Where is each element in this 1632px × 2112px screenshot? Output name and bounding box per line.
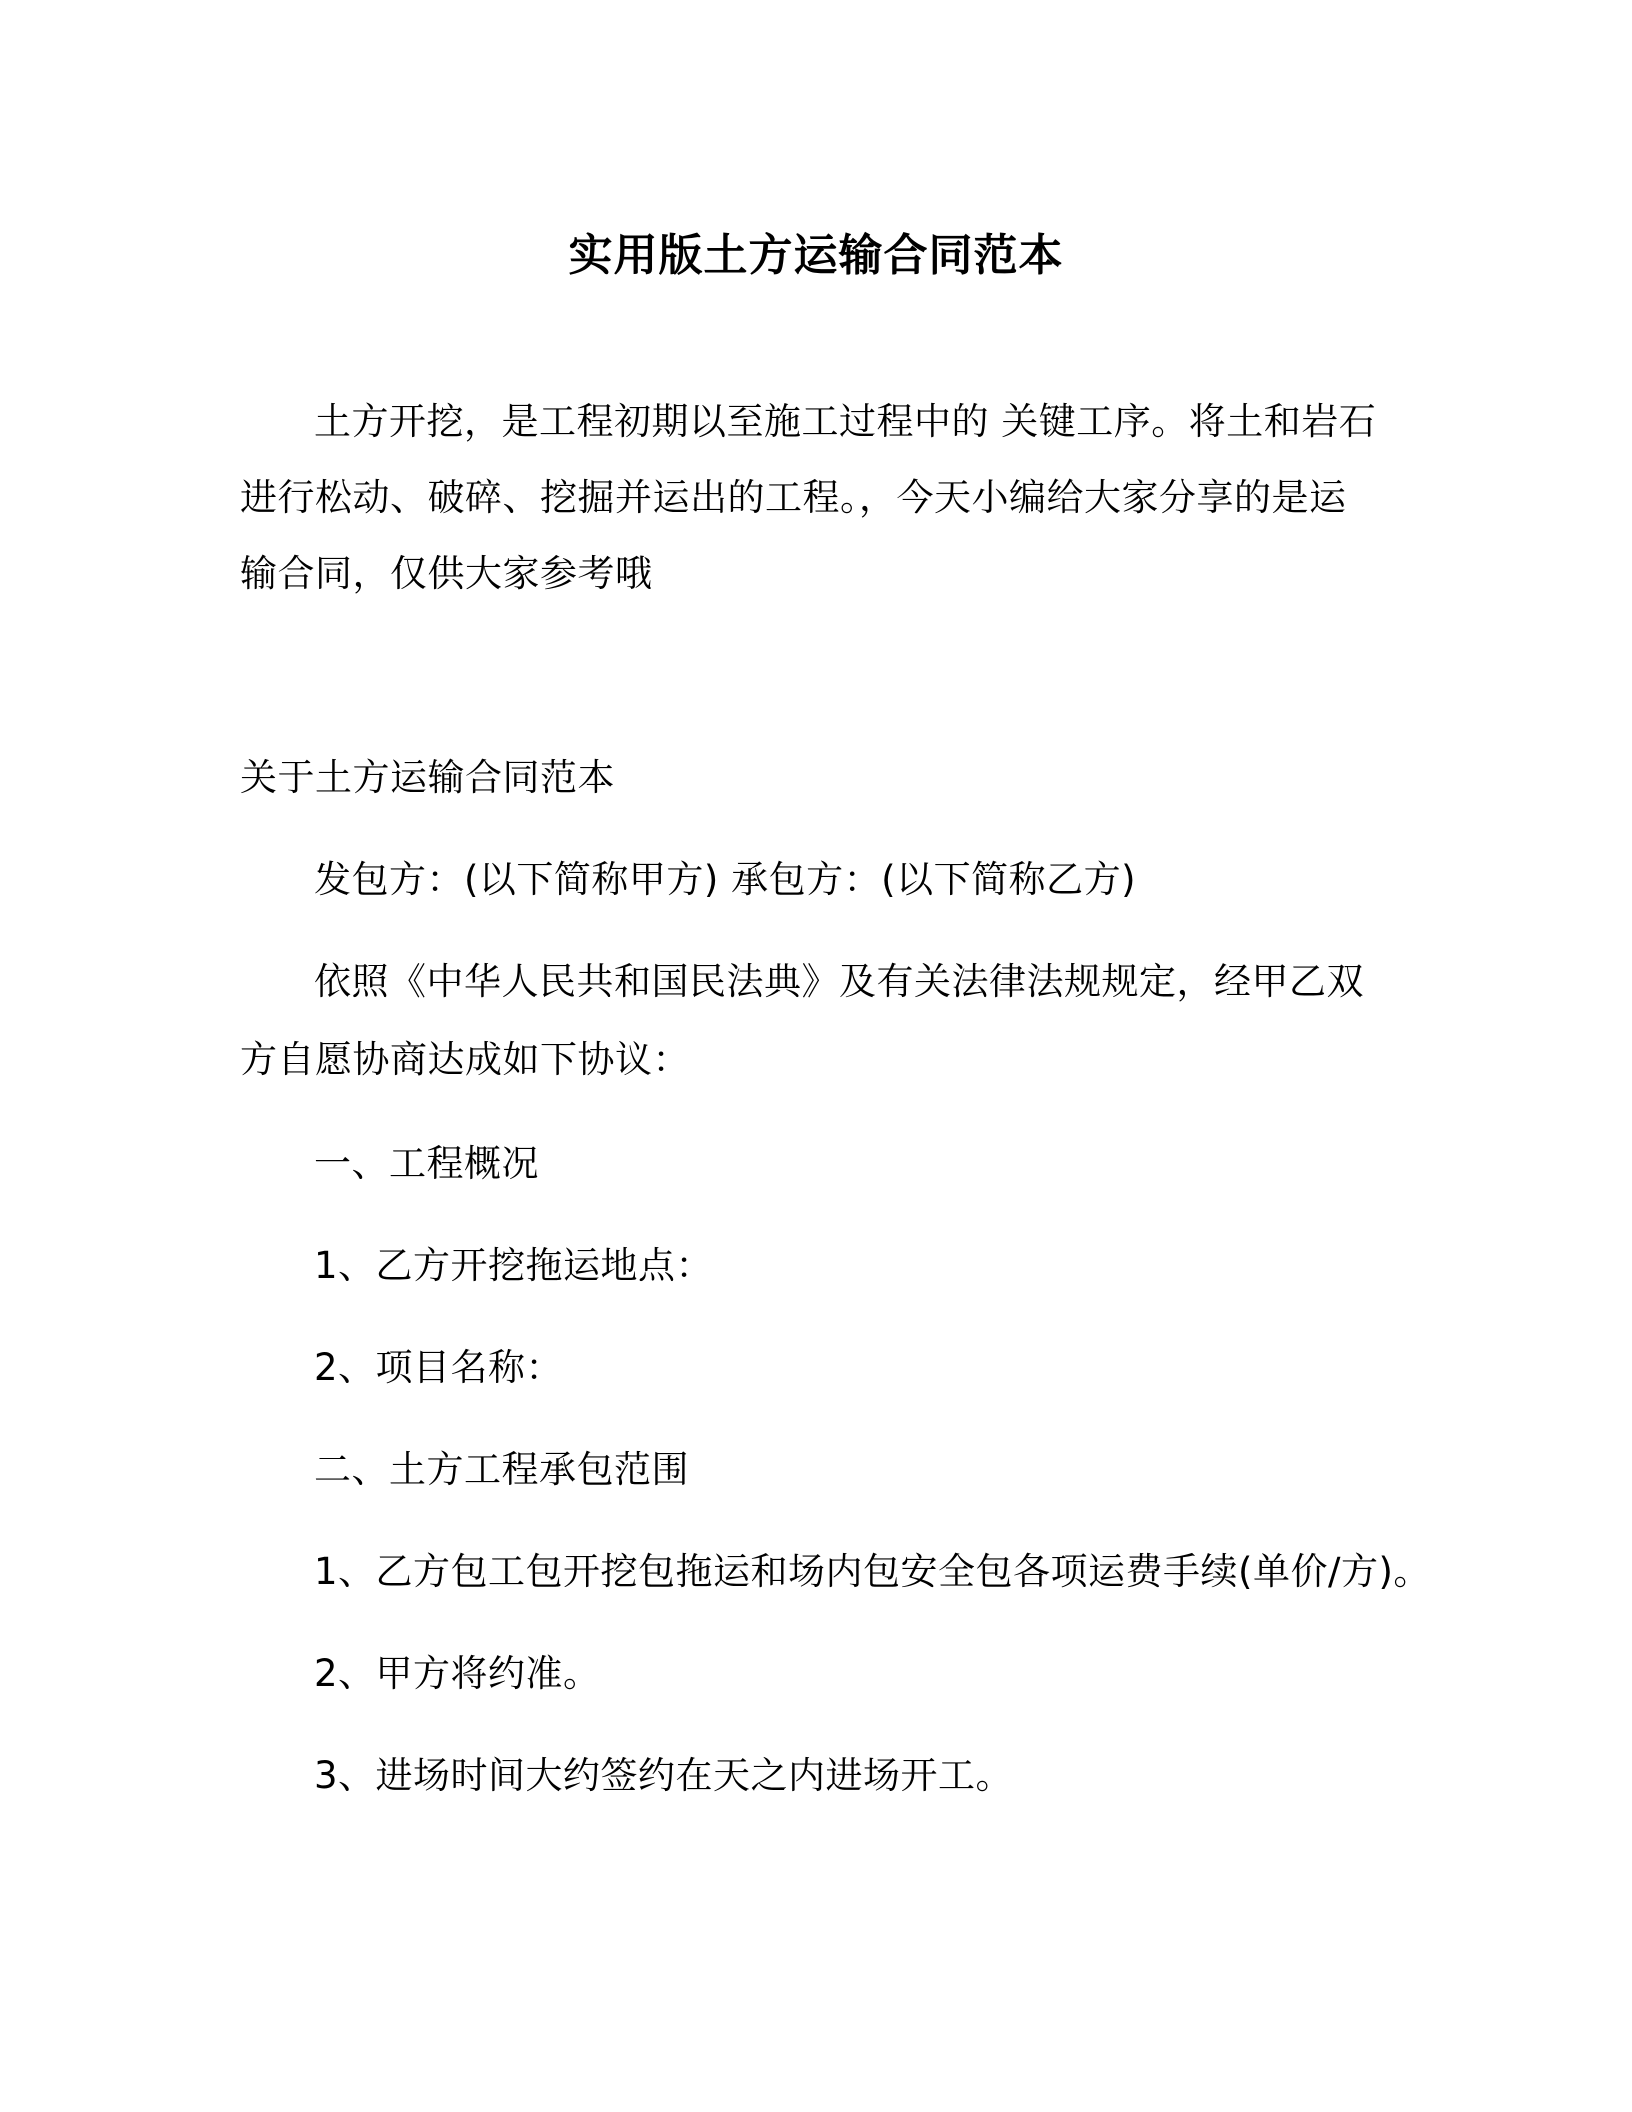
basis-line-2: 方自愿协商达成如下协议： <box>240 1038 690 1081</box>
section-1-item-2: 2、项目名称： <box>314 1346 564 1389</box>
parties-line: 发包方：(以下简称甲方) 承包方：(以下简称乙方) <box>314 858 1137 901</box>
intro-line-2: 进行松动、破碎、挖掘并运出的工程。，今天小编给大家分享的是运 <box>240 476 1347 519</box>
intro-line-1: 土方开挖，是工程初期以至施工过程中的 关键工序。将土和岩石 <box>314 400 1377 443</box>
intro-line-3: 输合同，仅供大家参考哦 <box>240 552 653 595</box>
section-2-item-1: 1、乙方包工包开挖包拖运和场内包安全包各项运费手续(单价/方)。 <box>314 1550 1431 1593</box>
section-2-item-2: 2、甲方将约准。 <box>314 1652 601 1695</box>
section-1-item-1: 1、乙方开挖拖运地点： <box>314 1244 714 1287</box>
contract-subtitle: 关于土方运输合同范本 <box>240 756 615 799</box>
section-2-heading: 二、土方工程承包范围 <box>314 1448 689 1491</box>
basis-line-1: 依照《中华人民共和国民法典》及有关法律法规规定，经甲乙双 <box>314 960 1364 1003</box>
document-title: 实用版土方运输合同范本 <box>568 230 1064 281</box>
section-1-heading: 一、工程概况 <box>314 1142 539 1185</box>
section-2-item-3: 3、进场时间大约签约在天之内进场开工。 <box>314 1754 1014 1797</box>
